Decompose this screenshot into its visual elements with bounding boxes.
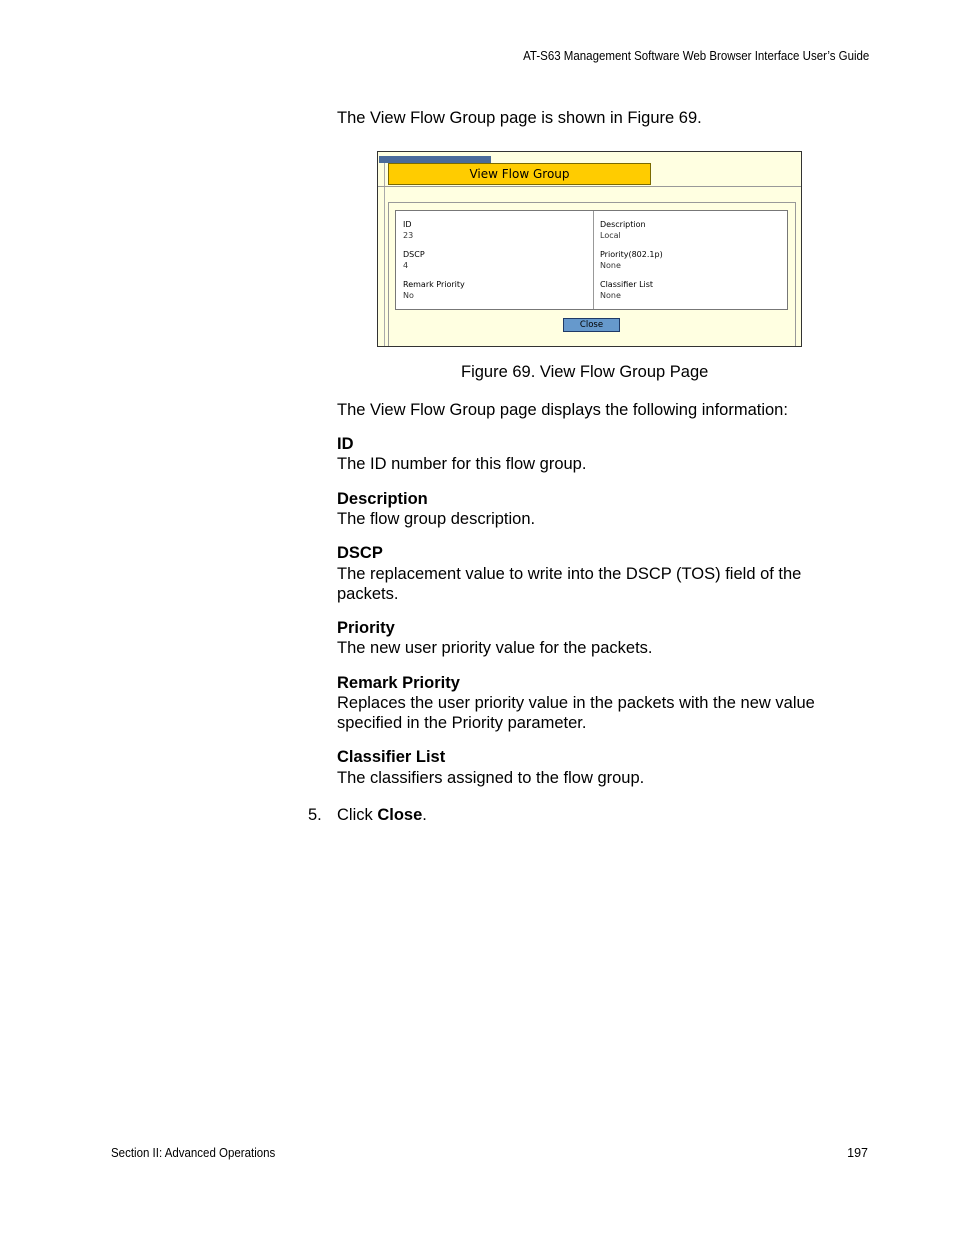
left-frame-line — [384, 163, 385, 346]
footer-section: Section II: Advanced Operations — [111, 1146, 276, 1160]
top-bar — [379, 156, 491, 163]
close-button[interactable]: Close — [563, 318, 620, 332]
term-remark-priority: Remark Priority — [337, 674, 460, 692]
field-dscp — [403, 249, 425, 271]
field-description — [600, 219, 646, 241]
field-value: None — [600, 291, 621, 300]
figure-caption: Figure 69. View Flow Group Page — [461, 363, 709, 381]
step-action: Close — [377, 806, 423, 824]
column-divider — [593, 211, 594, 309]
field-priority — [600, 249, 663, 271]
field-label: DSCP — [403, 250, 425, 259]
field-value: None — [600, 261, 621, 270]
field-label: Remark Priority — [403, 280, 465, 289]
tab-view-flow-group[interactable]: View Flow Group — [388, 163, 651, 185]
definition-classifier-list: The classifiers assigned to the flow group. — [337, 769, 645, 787]
field-id — [403, 219, 413, 241]
field-value: No — [403, 291, 414, 300]
field-value: 23 — [403, 231, 414, 240]
definition-id: The ID number for this flow group. — [337, 455, 587, 473]
displays-intro: The View Flow Group page displays the following information: — [337, 401, 788, 419]
definition-priority: The new user priority value for the packets. — [337, 639, 653, 657]
definition-remark-priority-line2: specified in the Priority parameter. — [337, 714, 587, 732]
field-value: 4 — [403, 261, 409, 270]
term-dscp: DSCP — [337, 544, 383, 562]
definition-dscp-line1: The replacement value to write into the DSCP (TOS) field of the — [337, 565, 802, 583]
definition-remark-priority-line1: Replaces the user priority value in the packets with the new value — [337, 694, 815, 712]
view-flow-group-screenshot — [377, 151, 802, 347]
step-suffix: . — [422, 806, 427, 824]
field-remark-priority — [403, 279, 465, 301]
step-number: 5. — [308, 806, 322, 824]
field-label: Description — [600, 220, 646, 229]
field-label: Priority(802.1p) — [600, 250, 663, 259]
field-value: Local — [600, 231, 621, 240]
step-text — [337, 805, 427, 825]
term-classifier-list: Classifier List — [337, 748, 446, 766]
step-prefix: Click — [337, 806, 378, 824]
term-id: ID — [337, 435, 354, 453]
term-description: Description — [337, 490, 428, 508]
intro-paragraph: The View Flow Group page is shown in Figure 69. — [337, 109, 702, 127]
definition-dscp-line2: packets. — [337, 585, 399, 603]
term-priority: Priority — [337, 619, 395, 637]
flow-group-details-panel — [395, 210, 788, 310]
page-number: 197 — [847, 1146, 868, 1160]
definition-description: The flow group description. — [337, 510, 536, 528]
field-label: ID — [403, 220, 412, 229]
field-label: Classifier List — [600, 280, 654, 289]
field-classifier-list — [600, 279, 653, 301]
tab-underline — [378, 186, 801, 187]
running-header: AT-S63 Management Software Web Browser Interface User’s Guide — [522, 49, 869, 63]
